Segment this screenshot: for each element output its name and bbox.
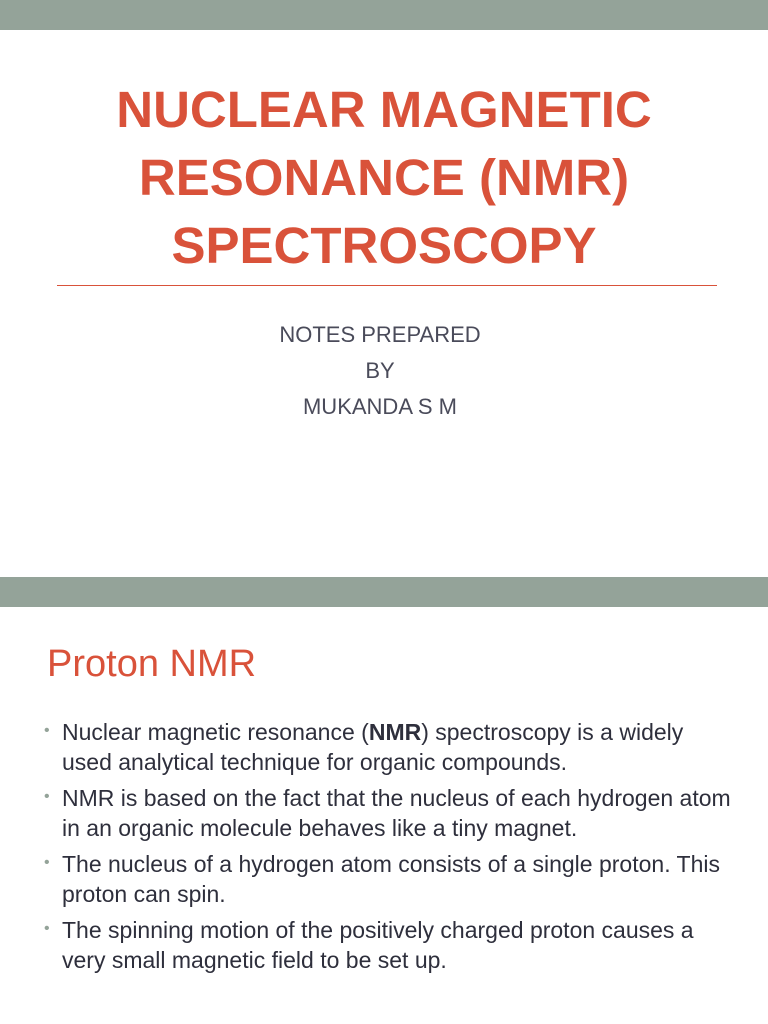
bullet-marker-icon: • bbox=[44, 722, 50, 739]
bullet-item bbox=[44, 915, 734, 975]
top-band bbox=[0, 0, 768, 30]
title-divider bbox=[57, 285, 717, 286]
subtitle-author: MUKANDA S M bbox=[302, 394, 458, 419]
subtitle-line-2: BY bbox=[365, 358, 395, 383]
bullet-item bbox=[44, 849, 734, 909]
bullet-item bbox=[44, 783, 734, 843]
bullet-marker-icon: • bbox=[44, 920, 50, 937]
slide-title-line-2: RESONANCE (NMR) bbox=[138, 149, 630, 206]
bullet-text: NMR is based on the fact that the nucleus of each hydrogen atom in an organic molecule behaves like a tiny magnet. bbox=[62, 785, 731, 841]
slide-title-line-3: SPECTROSCOPY bbox=[171, 217, 597, 274]
slide-subtitle bbox=[180, 317, 580, 425]
bullet-text: The nucleus of a hydrogen atom consists of a single proton. This proton can spin. bbox=[62, 851, 721, 907]
slide-separator-band bbox=[0, 577, 768, 607]
bullet-list bbox=[44, 717, 734, 981]
bullet-text-pre: Nuclear magnetic resonance ( bbox=[62, 719, 369, 745]
bullet-marker-icon: • bbox=[44, 788, 50, 805]
bullet-item bbox=[44, 717, 734, 777]
content-slide-title: Proton NMR bbox=[47, 643, 257, 685]
slide-title-line-1: NUCLEAR MAGNETIC bbox=[116, 81, 652, 138]
content-slide bbox=[0, 607, 768, 1024]
bullet-text: The spinning motion of the positively charged proton causes a very small magnetic field to be set up. bbox=[62, 917, 694, 973]
slide-title bbox=[40, 76, 728, 280]
bullet-marker-icon: • bbox=[44, 854, 50, 871]
subtitle-line-1: NOTES PREPARED bbox=[279, 322, 481, 347]
title-slide bbox=[0, 30, 768, 577]
bullet-text-post: ) spectroscopy is a widely used analytical technique for organic compounds. bbox=[62, 719, 684, 775]
bullet-text-bold: NMR bbox=[368, 719, 422, 745]
